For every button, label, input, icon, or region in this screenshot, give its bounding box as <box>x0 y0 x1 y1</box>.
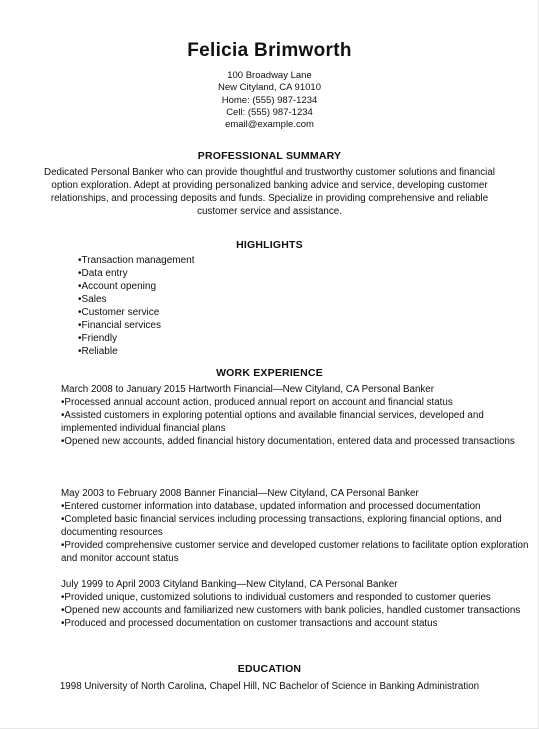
job-bullet: •Entered customer information into database, updated information and processed documentation <box>61 501 481 512</box>
highlight-item: •Sales <box>78 294 107 305</box>
job-bullet: •Produced and processed documentation on customer transactions and account status <box>61 618 438 629</box>
job-entry <box>61 487 539 565</box>
highlight-item: •Data entry <box>78 268 128 279</box>
job-bullet: •Assisted customers in exploring potential options and available financial services, developed and implemented individual financial plans <box>61 410 484 434</box>
job-bullet: •Provided comprehensive customer service and developed customer relations to facilitate option exploration and monitor account status <box>61 540 529 564</box>
cell-phone: Cell: (555) 987-1234 <box>226 106 313 118</box>
highlight-item: •Account opening <box>78 281 157 292</box>
job-entry <box>61 578 539 630</box>
job-bullet: •Completed basic financial services including processing transactions, exploring financial options, and documenting resources <box>61 514 502 538</box>
job-bullet: •Opened new accounts and familiarized new customers with bank policies, handled customer transactions <box>61 605 521 616</box>
summary-heading: PROFESSIONAL SUMMARY <box>197 150 342 162</box>
home-phone: Home: (555) 987-1234 <box>221 94 318 106</box>
job-entry <box>61 383 539 448</box>
email-line: email@example.com <box>225 119 314 131</box>
education-text: 1998 University of North Carolina, Chapel Hill, NC Bachelor of Science in Banking Administration <box>59 681 480 692</box>
candidate-name: Felicia Brimworth <box>187 40 352 61</box>
education-heading: EDUCATION <box>237 663 302 675</box>
city-line: New Cityland, CA 91010 <box>218 82 321 94</box>
job-bullet: •Provided unique, customized solutions to individual customers and responded to customer queries <box>61 592 491 603</box>
experience-heading: WORK EXPERIENCE <box>216 367 323 379</box>
address-line: 100 Broadway Lane <box>227 70 312 81</box>
job-title: July 1999 to April 2003 Cityland Banking—New Cityland, CA Personal Banker <box>61 579 398 590</box>
summary-text: Dedicated Personal Banker who can provide thoughtful and trustworthy customer solutions and financial option exploration. Adept at providing personalized banking advice and service, developing customer relationships, and processing deposits and funds. Specialize in providing comprehensive and reliable customer service and assistance. <box>44 167 495 217</box>
highlight-item: •Customer service <box>78 307 160 318</box>
highlight-item: •Financial services <box>78 320 161 331</box>
highlight-item: •Friendly <box>78 333 118 344</box>
contact-block <box>0 70 539 131</box>
job-bullet: •Opened new accounts, added financial history documentation, entered data and processed transactions <box>61 436 515 447</box>
highlight-item: •Transaction management <box>78 255 195 266</box>
highlight-item: •Reliable <box>78 346 118 357</box>
highlights-heading: HIGHLIGHTS <box>236 239 303 251</box>
job-title: May 2003 to February 2008 Banner Financial—New Cityland, CA Personal Banker <box>61 488 419 499</box>
job-bullet: •Processed annual account action, produced annual report on account and financial status <box>61 397 453 408</box>
highlights-list <box>78 254 195 358</box>
job-title: March 2008 to January 2015 Hartworth Financial—New Cityland, CA Personal Banker <box>61 384 435 395</box>
